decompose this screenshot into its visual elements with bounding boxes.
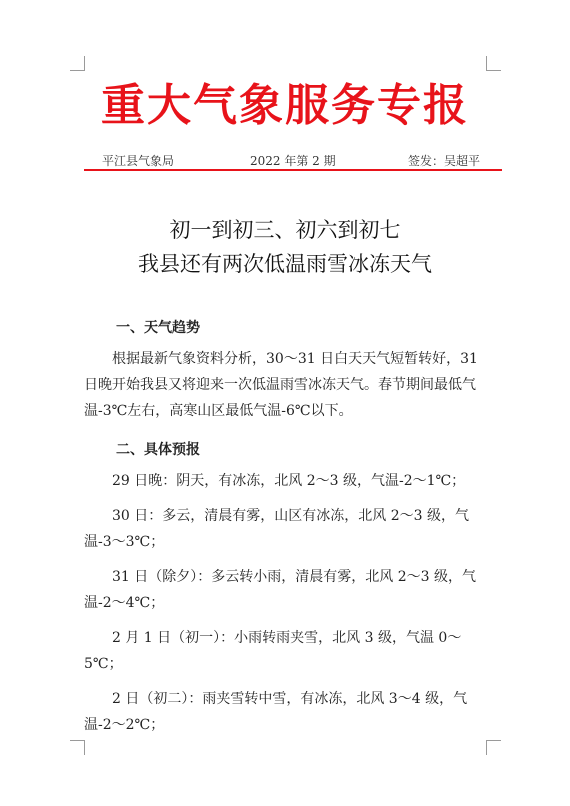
forecast-item: 2 日（初二）：雨夹雪转中雪，有冰冻，北风 3～4 级，气温-2～2℃； — [84, 691, 468, 733]
forecast-item: 2 月 1 日（初一）：小雨转雨夹雪，北风 3 级，气温 0～5℃； — [84, 630, 462, 672]
issuing-organization: 平江县气象局 — [102, 154, 175, 168]
red-divider-line — [84, 169, 502, 171]
issue-info-row — [84, 150, 486, 170]
section-heading-forecast: 二、具体预报 — [116, 442, 200, 458]
headline-line-2: 我县还有两次低温雨雪冰冻天气 — [138, 252, 432, 276]
signer: 签发：吴超平 — [407, 154, 480, 168]
crop-mark-bottom-left — [70, 740, 85, 755]
forecast-item: 30 日：多云，清晨有雾，山区有冰冻，北风 2～3 级，气温-3～3℃； — [84, 508, 469, 550]
headline-line-1: 初一到初三、初六到初七 — [169, 218, 401, 242]
trend-paragraph: 根据最新气象资料分析，30～31 日白天天气短暂转好，31 日晚开始我县又将迎来一次低温雨雪冰冻天气。春节期间最低气温-3℃左右，高寒山区最低气温-6℃以下。 — [84, 351, 478, 419]
crop-mark-bottom-right — [486, 740, 501, 755]
crop-mark-top-left — [70, 56, 85, 71]
masthead-title: 重大气象服务专报 — [101, 80, 469, 131]
crop-mark-top-right — [486, 56, 501, 71]
section-heading-trend: 一、天气趋势 — [116, 320, 200, 336]
forecast-item: 31 日（除夕）：多云转小雨，清晨有雾，北风 2～3 级，气温-2～4℃； — [84, 569, 476, 611]
issue-number: 2022 年第 2 期 — [250, 154, 336, 168]
forecast-item: 29 日晚：阴天，有冰冻，北风 2～3 级，气温-2～1℃； — [112, 473, 466, 489]
